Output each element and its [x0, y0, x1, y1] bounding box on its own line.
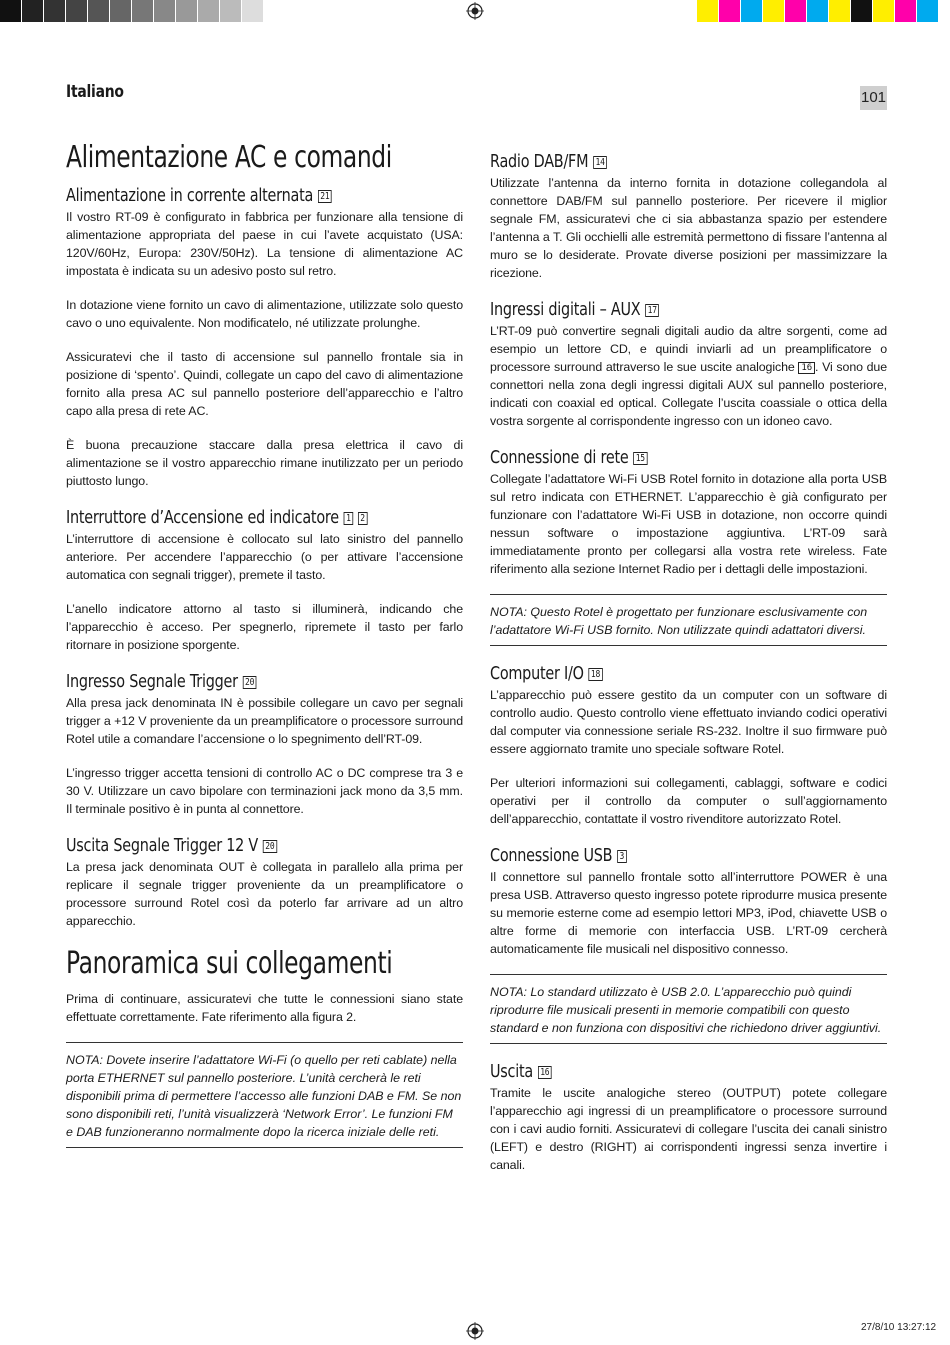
process-color-swatch	[763, 0, 785, 22]
process-color-swatch	[829, 0, 851, 22]
process-color-swatch	[851, 0, 873, 22]
heading-trigger-in: Ingresso Segnale Trigger 20	[66, 670, 384, 694]
section-usb	[490, 844, 887, 1044]
ref-number-badge: 3	[617, 850, 626, 863]
process-color-swatch	[807, 0, 829, 22]
heading-ac-power: Alimentazione in corrente alternata 21	[66, 184, 384, 208]
note-text: NOTA: Questo Rotel è progettato per funzionare esclusivamente con l’adattatore Wi-Fi USB fornito. Non utilizzate quindi adattatori diversi.	[490, 605, 868, 637]
process-color-swatch	[895, 0, 917, 22]
ref-number-badge: 17	[645, 304, 659, 317]
section-title-connections: Panoramica sui collegamenti	[66, 946, 393, 981]
paragraph: L’apparecchio può essere gestito da un computer con un software di controllo audio. Questo controllo viene effettuato inviando codici operativi dal computer via connessione seriale RS-232. Inoltre il suo firmware può essere aggiornato tramite uno speciale software Rotel.	[490, 688, 887, 756]
ref-number-badge: 20	[243, 676, 257, 689]
process-color-bar	[697, 0, 939, 22]
note-box	[490, 594, 887, 646]
grayscale-swatch	[88, 0, 110, 22]
section-digital-inputs	[490, 298, 887, 430]
registration-mark-icon	[466, 1322, 484, 1340]
grayscale-swatch	[0, 0, 22, 22]
note-text: NOTA: Lo standard utilizzato è USB 2.0. L’apparecchio può quindi riprodurre file musicali presenti in memorie compatibili con questo standard e non funziona con dispositivi che richiedono driver aggiuntivi.	[490, 985, 882, 1035]
grayscale-color-bar	[0, 0, 264, 22]
section-output	[490, 1060, 887, 1174]
registration-mark-icon	[466, 2, 484, 20]
note-text: NOTA: Dovete inserire l’adattatore Wi-Fi (o quello per reti cablate) nella porta ETHERNET sul pannello posteriore. L’unità cercherà le reti disponibili prima di permettere l’accesso alle funzioni DAB e FM. Se non sono disponibili reti, l’unità visualizzerà ‘Network Error’. Le funzioni FM e DAB funzioneranno normalmente dopo la ricerca iniziale delle reti.	[66, 1053, 462, 1139]
grayscale-swatch	[110, 0, 132, 22]
section-network	[490, 446, 887, 646]
paragraph: L’ingresso trigger accetta tensioni di controllo AC o DC comprese tra 3 e 30 V. Utilizzare un cavo bipolare con terminazioni jack mono da 3,5 mm. Il terminale positivo è in punta al connettore.	[66, 766, 463, 816]
paragraph: La presa jack denominata OUT è collegata in parallelo alla prima per replicare il segnale trigger proveniente da un preamplificatore o processore surround Rotel così da poterlo far arrivare ad un altro apparecchio.	[66, 860, 463, 928]
paragraph: Prima di continuare, assicuratevi che tutte le connessioni siano state effettuate correttamente. Fate riferimento alla figura 2.	[66, 992, 463, 1024]
grayscale-swatch	[198, 0, 220, 22]
grayscale-swatch	[22, 0, 44, 22]
grayscale-swatch	[132, 0, 154, 22]
paragraph: Il connettore sul pannello frontale sotto all’interruttore POWER è una presa USB. Attraverso questo ingresso potete riprodurre musica presente su memorie esterne come ad esempio lettori MP3, iPod, chiavette USB o altre forme di memorie con interfaccia USB. L’RT-09 cercherà automaticamente file musicali nel dispositivo connesso.	[490, 870, 887, 956]
paragraph: Per ulteriori informazioni sui collegamenti, cablaggi, software e codici operativi per il controllo da computer o sull’aggiornamento dell’apparecchio, contattate il vostro rivenditore autorizzato Rotel.	[490, 776, 887, 826]
section-computer-io	[490, 662, 887, 828]
paragraph: Collegate l’adattatore Wi-Fi USB Rotel fornito in dotazione alla porta USB sul retro indicata con ETHERNET. L’apparecchio è già configurato per funzionare con l’adattatore Wi-Fi USB in dotazione, non occorre quindi nessun software o impostazione aggiuntiva. L’RT-09 sarà immediatamente pronto per collegarsi alla vostra rete wireless. Fate riferimento alla sezione Internet Radio per i dettagli delle impostazioni.	[490, 472, 887, 576]
process-color-swatch	[697, 0, 719, 22]
grayscale-swatch	[220, 0, 242, 22]
grayscale-swatch	[176, 0, 198, 22]
ref-number-badge: 1	[344, 512, 353, 525]
grayscale-swatch	[66, 0, 88, 22]
heading-power-switch: Interruttore d’Accensione ed indicatore 1 2	[66, 506, 384, 530]
heading-usb: Connessione USB 3	[490, 844, 808, 868]
paragraph: In dotazione viene fornito un cavo di alimentazione, utilizzate solo questo cavo o uno equivalente. Non modificatelo, né utilizzate prolunghe.	[66, 298, 463, 330]
paragraph: Tramite le uscite analogiche stereo (OUTPUT) potete collegare l’apparecchio agi ingressi di un preamplificatore o processore surround con i cavi audio forniti. Assicuratevi di collegare l’uscita dei canali sinistro (LEFT) e destro (RIGHT) ai corrispondenti ingressi senza invertire i canali.	[490, 1086, 887, 1172]
section-dab-fm	[490, 150, 887, 282]
paragraph: È buona precauzione staccare dalla presa elettrica il cavo di alimentazione se il vostro apparecchio rimane inutilizzato per un periodo piuttosto lungo.	[66, 438, 463, 488]
ref-number-badge: 14	[593, 156, 607, 169]
paragraph: Alla presa jack denominata IN è possibile collegare un cavo per segnali trigger a +12 V proveniente da un preamplificatore o processore surround Rotel utile a comandare l’accensione o lo spegnimento dell’RT-09.	[66, 696, 463, 746]
page-number: 101	[860, 86, 887, 110]
process-color-swatch	[741, 0, 763, 22]
ref-number-badge: 16	[538, 1066, 552, 1079]
heading-network: Connessione di rete 15	[490, 446, 808, 470]
section-ac-power	[66, 184, 463, 490]
paragraph: Il vostro RT-09 è configurato in fabbrica per funzionare alla tensione di alimentazione appropriata del paese in cui l’avete acquistato (USA: 120V/60Hz, Europa: 230V/50Hz). La tensione di alimentazione AC impostata è indicata su un adesivo posto sul retro.	[66, 210, 463, 278]
ref-number-badge: 18	[589, 668, 603, 681]
section-trigger-out	[66, 834, 463, 930]
ref-number-badge: 2	[358, 512, 367, 525]
paragraph: Assicuratevi che il tasto di accensione sul pannello frontale sia in posizione di ‘spento’. Quindi, collegate un capo del cavo di alimentazione fornito alla presa AC sul pannello posteriore dell’apparecchio e l’altro capo alla presa di rete AC.	[66, 350, 463, 418]
process-color-swatch	[719, 0, 741, 22]
ref-number-badge: 15	[633, 452, 647, 465]
heading-trigger-out: Uscita Segnale Trigger 12 V 20	[66, 834, 384, 858]
left-column	[66, 140, 463, 1164]
paragraph: Utilizzate l’antenna da interno fornita in dotazione collegandola al connettore DAB/FM sul pannello posteriore. Per ricevere il miglior segnale FM, assicuratevi che ci sia abbastanza spazio per estendere l’antenna a T. Gli occhielli alle estremità permettono di fissare l’antenna al muro se lo desiderate. Provate diverse posizioni per massimizzare la ricezione.	[490, 176, 887, 280]
section-trigger-in	[66, 670, 463, 818]
heading-output: Uscita 16	[490, 1060, 808, 1084]
grayscale-swatch	[154, 0, 176, 22]
paragraph: L’anello indicatore attorno al tasto si illuminerà, indicando che l’apparecchio è acceso. Per spegnerlo, ripremete il tasto per farlo ritornare in posizione sporgente.	[66, 602, 463, 652]
section-power-switch	[66, 506, 463, 654]
print-timestamp: 27/8/10 13:27:12	[861, 1322, 937, 1333]
note-box	[66, 1042, 463, 1148]
heading-computer-io: Computer I/O 18	[490, 662, 808, 686]
ref-number-badge: 20	[263, 840, 277, 853]
section-title-ac-power: Alimentazione AC e comandi	[66, 140, 392, 175]
note-box	[490, 974, 887, 1044]
grayscale-swatch	[44, 0, 66, 22]
ref-number-badge: 21	[318, 190, 332, 203]
process-color-swatch	[917, 0, 939, 22]
process-color-swatch	[785, 0, 807, 22]
process-color-swatch	[873, 0, 895, 22]
grayscale-swatch	[242, 0, 264, 22]
heading-dab-fm: Radio DAB/FM 14	[490, 150, 808, 174]
ref-number-badge: 16	[798, 362, 815, 374]
right-column	[490, 150, 887, 1190]
paragraph: L’RT-09 può convertire segnali digitali audio da altre sorgenti, come ad esempio un lettore CD, e quindi inviarli ad un preamplificatore o processore surround attraverso le sue uscite analogiche 16 . Vi sono due connettori nella zona degli ingressi digitali AUX sul pannello posteriore, indicati con coaxial ed optical. Collegate l’uscita coassiale o ottica della vostra sorgente al corrispondente ingresso con un idoneo cavo.	[490, 324, 888, 428]
heading-digital-inputs: Ingressi digitali – AUX 17	[490, 298, 808, 322]
paragraph: L’interruttore di accensione è collocato sul lato sinistro del pannello anteriore. Per accendere l’apparecchio (o per attivare l’accensione automatica con segnali trigger), premete il tasto.	[66, 532, 463, 582]
language-header: Italiano	[66, 82, 124, 102]
